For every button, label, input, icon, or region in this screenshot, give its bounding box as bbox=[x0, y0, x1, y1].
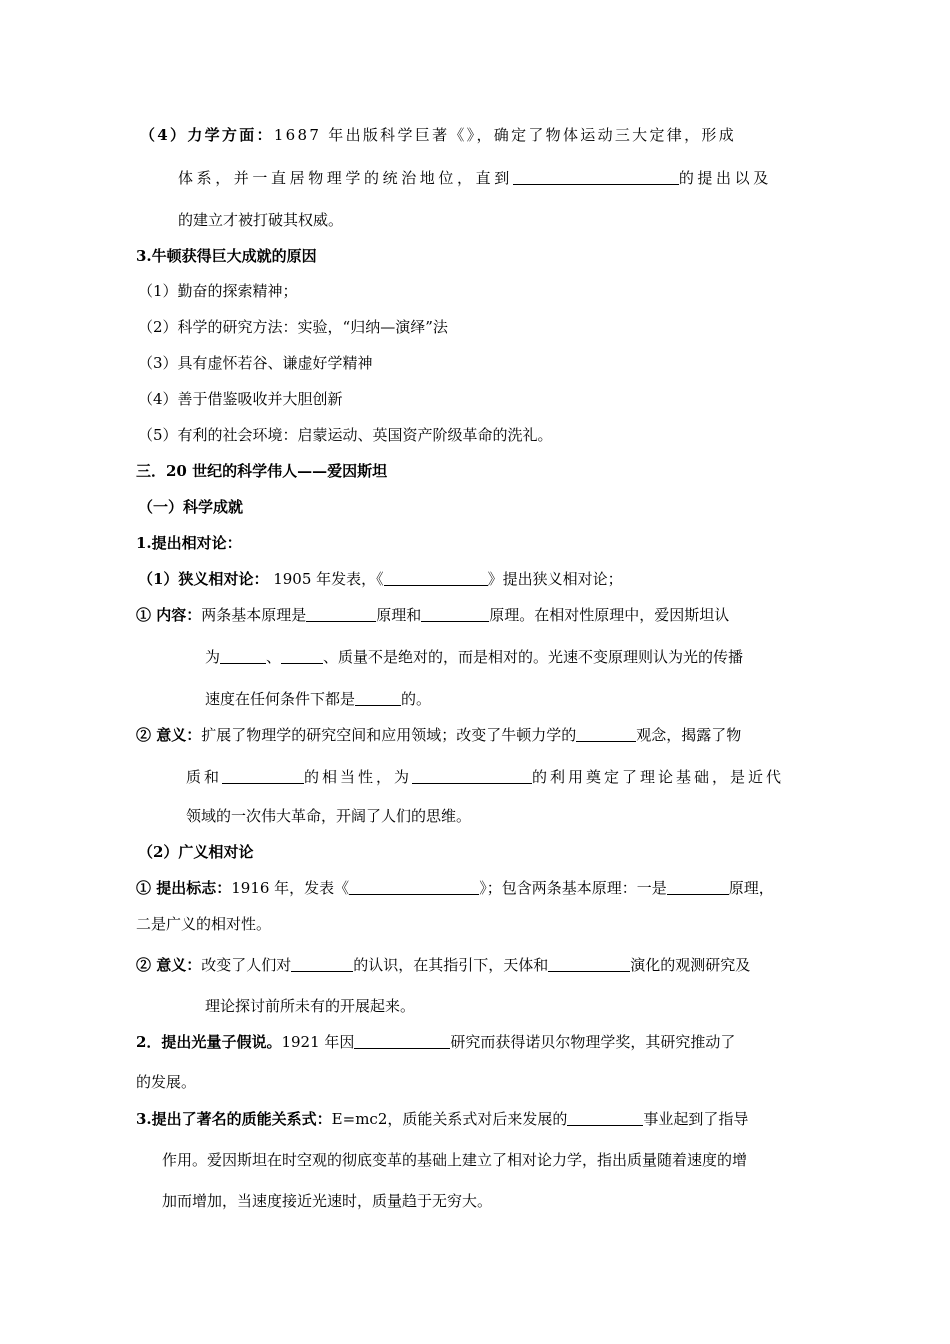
reason-item-3: （3）具有虚怀若谷、谦虚好学精神 bbox=[138, 354, 373, 372]
general-mark-label: ① 提出标志： bbox=[136, 879, 232, 897]
blank-field[interactable] bbox=[355, 689, 401, 706]
general-mark-line-2: 二是广义的相对性。 bbox=[136, 915, 272, 933]
content-text-a: 两条基本原理是 bbox=[201, 606, 307, 624]
blank-field[interactable] bbox=[513, 168, 679, 185]
special-label: （1）狭义相对论： bbox=[138, 570, 269, 588]
content-text-l2a: 为 bbox=[205, 648, 221, 666]
meaning-label: ② 意义： bbox=[136, 726, 202, 744]
reason-item-4: （4）善于借鉴吸收并大胆创新 bbox=[138, 390, 343, 408]
relativity-title: 1.提出相对论： bbox=[136, 534, 242, 552]
general-relativity-title: （2）广义相对论 bbox=[138, 843, 254, 861]
content-text-l3a: 速度在任何条件下都是 bbox=[205, 690, 356, 708]
mech-line-1 bbox=[140, 124, 813, 146]
meaning-text-l3: 领域的一次伟大革命，开阔了人们的思维。 bbox=[186, 807, 472, 825]
content-label: ① 内容： bbox=[136, 606, 202, 624]
mech-text-1: 1687 年出版科学巨著《》，确定了物体运动三大定律，形成 bbox=[273, 126, 736, 144]
blank-field[interactable] bbox=[384, 569, 488, 586]
meaning-text-a: 扩展了物理学的研究空间和应用领域；改变了牛顿力学的 bbox=[201, 726, 577, 744]
blank-field[interactable] bbox=[667, 878, 729, 895]
meaning-line-2 bbox=[186, 766, 784, 788]
blank-field[interactable] bbox=[222, 767, 304, 784]
content-text-c: 原理。在相对性原理中，爱因斯坦认 bbox=[489, 606, 730, 624]
general-meaning-label: ② 意义： bbox=[136, 956, 202, 974]
quantum-text-a: 1921 年因 bbox=[281, 1033, 355, 1051]
content-text-l2c: 、质量不是绝对的，而是相对的。光速不变原理则认为光的传播 bbox=[323, 648, 744, 666]
content-text-l3b: 的。 bbox=[401, 690, 432, 708]
blank-field[interactable] bbox=[220, 647, 266, 664]
blank-field[interactable] bbox=[349, 878, 479, 895]
blank-field[interactable] bbox=[548, 955, 630, 972]
blank-field[interactable] bbox=[291, 955, 353, 972]
general-mark-a: 1916 年，发表《 bbox=[231, 879, 350, 897]
reason-item-2: （2）科学的研究方法：实验，“归纳—演绎”法 bbox=[138, 318, 448, 336]
meaning-line-1 bbox=[136, 724, 741, 746]
quantum-line bbox=[136, 1031, 735, 1053]
mass-energy-line-3: 加而增加，当速度接近光速时，质量趋于无穷大。 bbox=[162, 1192, 493, 1210]
mass-energy-label: 3.提出了著名的质能关系式： bbox=[136, 1110, 332, 1128]
blank-field[interactable] bbox=[576, 725, 636, 742]
blank-field[interactable] bbox=[412, 767, 532, 784]
mass-energy-line bbox=[136, 1108, 748, 1130]
quantum-line-2: 的发展。 bbox=[136, 1073, 197, 1091]
meaning-text-l2b: 的相当性，为 bbox=[304, 768, 413, 786]
mech-text-2a: 体系，并一直居物理学的统治地位，直到 bbox=[178, 169, 513, 187]
quantum-text-b: 研究而获得诺贝尔物理学奖，其研究推动了 bbox=[450, 1033, 736, 1051]
general-meaning-c: 演化的观测研究及 bbox=[630, 956, 751, 974]
quantum-label: 2．提出光量子假说。 bbox=[136, 1033, 282, 1051]
mech-label: （4）力学方面： bbox=[140, 126, 274, 144]
general-mark-b: 》；包含两条基本原理：一是 bbox=[479, 879, 667, 897]
reason-item-5: （5）有利的社会环境：启蒙运动、英国资产阶级革命的洗礼。 bbox=[138, 426, 553, 444]
special-text-a: 1905 年发表，《 bbox=[268, 570, 384, 588]
general-meaning-a: 改变了人们对 bbox=[201, 956, 292, 974]
blank-field[interactable] bbox=[281, 647, 323, 664]
mech-line-3 bbox=[178, 209, 343, 231]
meaning-text-b: 观念，揭露了物 bbox=[636, 726, 742, 744]
general-mark-line bbox=[136, 877, 774, 899]
blank-field[interactable] bbox=[567, 1109, 643, 1126]
general-mark-c: 原理， bbox=[728, 879, 774, 897]
mech-line-2 bbox=[178, 167, 772, 189]
mass-energy-line-2: 作用。爱因斯坦在时空观的彻底变革的基础上建立了相对论力学，指出质量随着速度的增 bbox=[162, 1151, 748, 1169]
mass-energy-text-b: 事业起到了指导 bbox=[643, 1110, 749, 1128]
achievement-subtitle: （一）科学成就 bbox=[138, 498, 244, 516]
meaning-text-l2c: 的利用奠定了理论基础，是近代 bbox=[532, 768, 785, 786]
content-line-3 bbox=[205, 688, 431, 710]
special-relativity-line bbox=[138, 568, 623, 590]
blank-field[interactable] bbox=[421, 605, 489, 622]
einstein-title: 三．20 世纪的科学伟人——爱因斯坦 bbox=[136, 462, 388, 480]
reason-item-1: （1）勤奋的探索精神； bbox=[138, 282, 298, 300]
general-meaning-line bbox=[136, 954, 750, 976]
meaning-text-l2a: 质和 bbox=[186, 768, 223, 786]
content-line-1 bbox=[136, 604, 729, 626]
content-line-2 bbox=[205, 646, 743, 668]
mech-text-2b: 的提出以及 bbox=[678, 169, 772, 187]
blank-field[interactable] bbox=[306, 605, 376, 622]
mass-energy-text-a: E=mc2，质能关系式对后来发展的 bbox=[331, 1110, 568, 1128]
general-meaning-line-2: 理论探讨前所未有的开展起来。 bbox=[205, 997, 416, 1015]
general-meaning-b: 的认识，在其指引下，天体和 bbox=[353, 956, 549, 974]
special-text-b: 》提出狭义相对论； bbox=[487, 570, 623, 588]
mech-text-3: 的建立才被打破其权威。 bbox=[178, 211, 344, 229]
meaning-line-3 bbox=[186, 805, 471, 827]
reasons-title: 3.牛顿获得巨大成就的原因 bbox=[136, 247, 317, 265]
content-text-l2b: 、 bbox=[266, 648, 282, 666]
content-text-b: 原理和 bbox=[376, 606, 422, 624]
blank-field[interactable] bbox=[354, 1032, 450, 1049]
